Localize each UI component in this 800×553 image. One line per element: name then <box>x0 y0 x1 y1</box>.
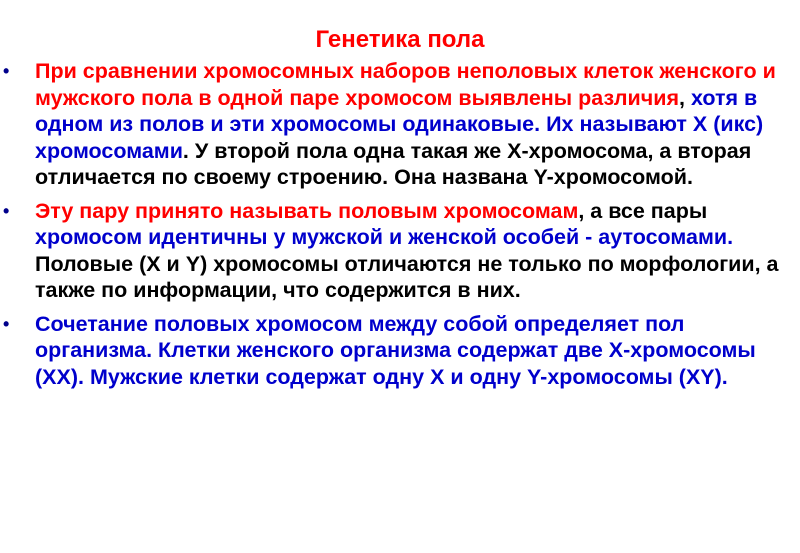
bullet-item-2 <box>0 198 800 304</box>
page-title: Генетика пола <box>315 26 485 53</box>
bullet-dot-icon: • <box>3 313 10 334</box>
bullet-2-segment-1: Эту пару принято называть половым хромосомам <box>35 198 579 223</box>
bullet-dot-icon: • <box>3 200 10 221</box>
bullet-1-segment-2: , <box>679 85 691 110</box>
bullet-1-segment-4: . У второй пола одна такая же Х-хромосома, а вторая отличается по своему строению. Она названа Y-хромосомой. <box>35 138 752 189</box>
bullet-1-segment-3: хотя в одном из полов и эти хромосомы одинаковые. Их называют Х (икс) хромосомами <box>35 85 764 163</box>
bullet-1-segment-1: При сравнении хромосомных наборов неполовых клеток женского и мужского пола в одной паре хромосом выявлены различия <box>35 59 776 110</box>
bullet-2-segment-2: , а все пары <box>578 198 708 223</box>
bullet-list <box>0 58 800 397</box>
bullet-item-1 <box>0 58 800 191</box>
bullet-2-segment-3: хромосом идентичны у мужской и женской особей - аутосомами. <box>35 225 734 249</box>
bullet-dot-icon: • <box>3 61 10 81</box>
bullet-item-3 <box>0 311 800 391</box>
bullet-2-segment-4: Половые (X и Y) хромосомы отличаются не только по морфологии, а также по информации, что содержится в них. <box>35 251 779 302</box>
bullet-3-segment-1: Сочетание половых хромосом между собой определяет пол организма. Клетки женского организма содержат две Х-хромосомы (ХХ). Мужские клетки содержат одну Х и одну Y-хромосомы (XY). <box>35 311 756 389</box>
